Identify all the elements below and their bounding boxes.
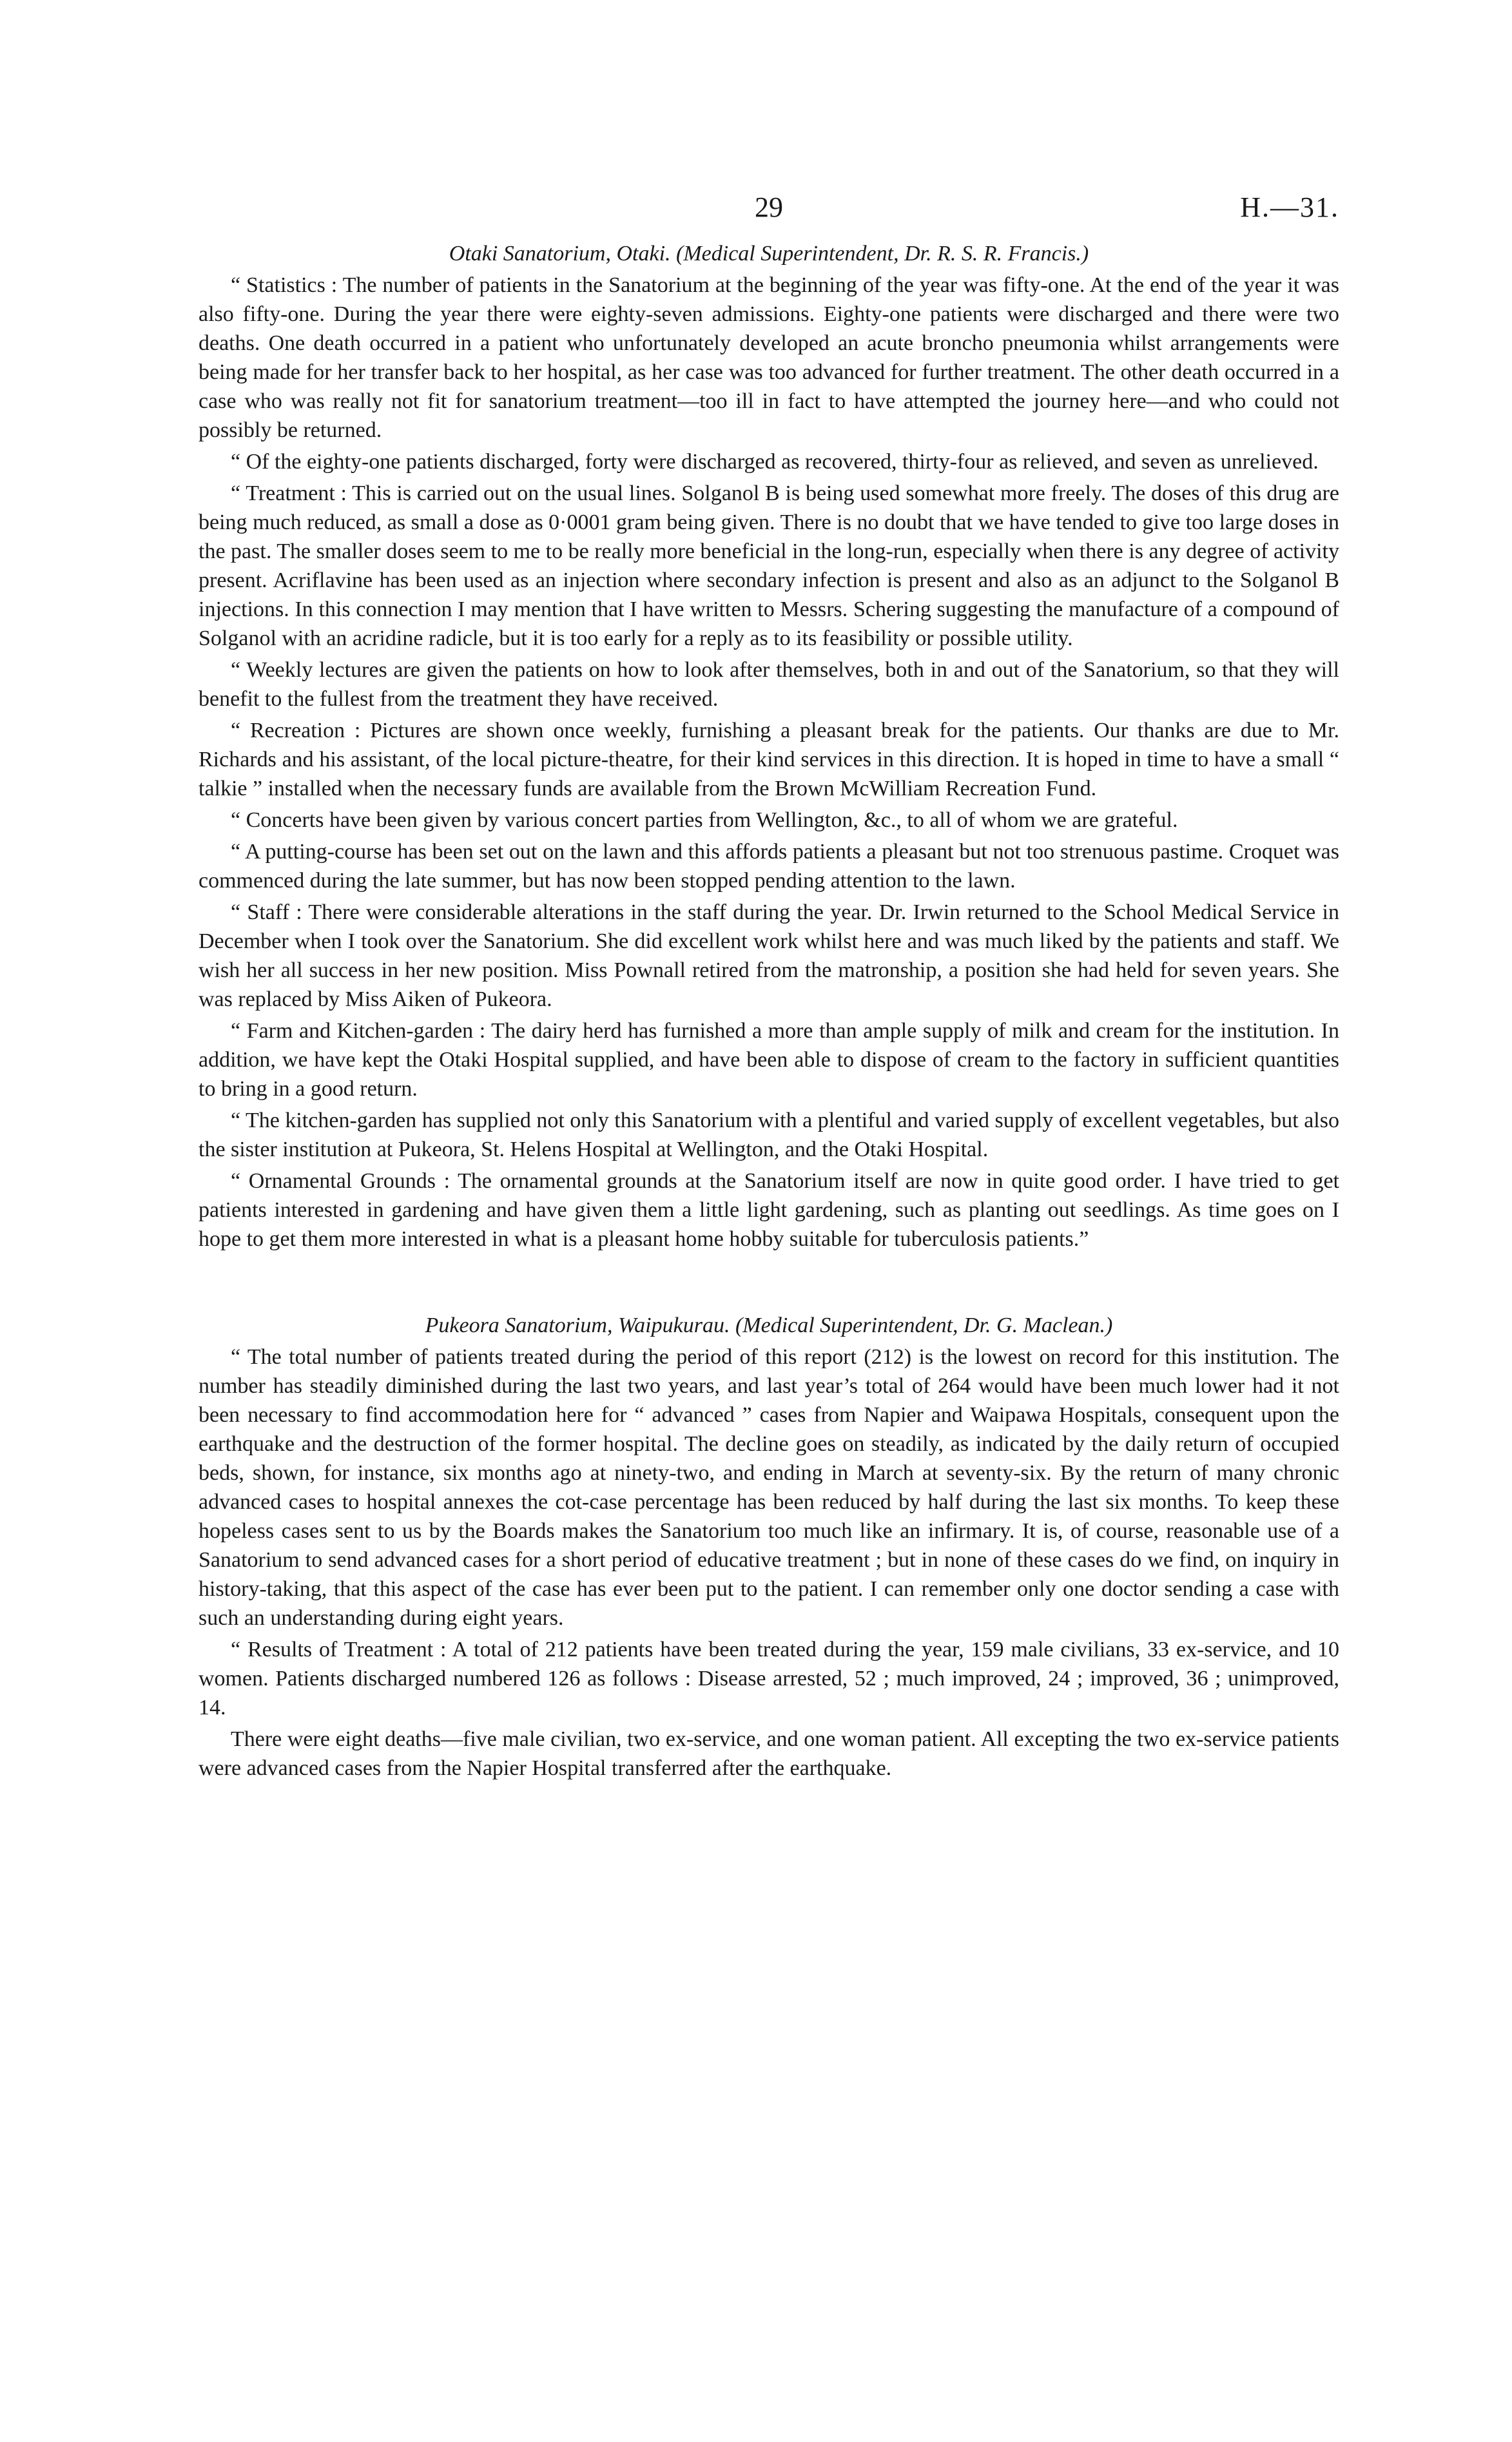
otaki-kitchen-garden-paragraph: “ The kitchen-garden has supplied not only this Sanatorium with a plentiful and varied supply of excellent vegetables, but also the sister institution at Pukeora, St. Helens Hospital at Wellington, and the Otaki Hospital. [199, 1109, 1339, 1161]
otaki-section [199, 240, 1339, 1254]
otaki-staff-paragraph: “ Staff : There were considerable alterations in the staff during the year. Dr. Irwin returned to the School Medical Service in December when I took over the Sanatorium. She did excellent work whilst here and was much liked by the patients and staff. We wish her all success in her new position. Miss Pownall retired from the matronship, a position she had held for seven years. She was replaced by Miss Aiken of Pukeora. [199, 900, 1339, 1011]
page-number: 29 [755, 191, 783, 223]
pukeora-total-paragraph: “ The total number of patients treated during the period of this report (212) is the lowest on record for this institution. The number has steadily diminished during the last two years, and last year’s total of 264 would have been much lower had it not been necessary to find accommodation here for “ advanced ” cases from Napier and Waipawa Hospitals, consequent upon the earthquake and the destruction of the former hospital. The decline goes on steadily, as indicated by the daily return of occupied beds, shown, for instance, six months ago at ninety-two, and ending in March at seventy-six. By the return of many chronic advanced cases to hospital annexes the cot-case percentage has been reduced by half during the last six months. To keep these hopeless cases sent to us by the Boards makes the Sanatorium too much like an infirmary. It is, of course, reasonable use of a Sanatorium to send advanced cases for a short period of educative treatment ; but in none of these cases do we find, on inquiry in history-taking, that this aspect of the case has ever been put to the patient. I can remember only one doctor sending a case with such an understanding during eight years. [199, 1345, 1339, 1630]
pukeora-deaths-paragraph: There were eight deaths—five male civilian, two ex-service, and one woman patient. All excepting the two ex-service patients were advanced cases from the Napier Hospital transferred after the earthquake. [199, 1727, 1339, 1780]
otaki-farm-paragraph: “ Farm and Kitchen-garden : The dairy herd has furnished a more than ample supply of milk and cream for the institution. In addition, we have kept the Otaki Hospital supplied, and have been able to dispose of cream to the factory in sufficient quantities to bring in a good return. [199, 1019, 1339, 1101]
page-header [199, 191, 1339, 229]
otaki-treatment-paragraph: “ Treatment : This is carried out on the usual lines. Solganol B is being used somewhat more freely. The doses of this drug are being much reduced, as small a dose as 0·0001 gram being given. There is no doubt that we have tended to give too large doses in the past. The smaller doses seem to me to be really more beneficial in the long-run, especially when there is any degree of activity present. Acriflavine has been used as an injection where secondary infection is present and also as an adjunct to the Solganol B injections. In this connection I may mention that I have written to Messrs. Schering suggesting the manufacture of a compound of Solganol with an acridine radicle, but it is too early for a reply as to its feasibility or possible utility. [199, 481, 1339, 650]
pukeora-section [199, 1312, 1339, 1783]
otaki-ornamental-grounds-paragraph: “ Ornamental Grounds : The ornamental grounds at the Sanatorium itself are now in quite good order. I have tried to get patients interested in gardening and have given them a little light gardening, such as planting out seedlings. As time goes on I hope to get them more interested in what is a pleasant home hobby suitable for tuberculosis patients.” [199, 1169, 1339, 1251]
document-reference: H.—31. [1240, 191, 1339, 223]
pukeora-results-paragraph: “ Results of Treatment : A total of 212 patients have been treated during the year, 159 male civilians, 33 ex-service, and 10 women. Patients discharged numbered 126 as follows : Disease arrested, 52 ; much improved, 24 ; improved, 36 ; unimproved, 14. [199, 1638, 1339, 1720]
pukeora-heading: Pukeora Sanatorium, Waipukurau. (Medical Superintendent, Dr. G. Maclean.) [425, 1313, 1113, 1337]
otaki-heading: Otaki Sanatorium, Otaki. (Medical Superintendent, Dr. R. S. R. Francis.) [449, 242, 1089, 266]
page-body [199, 240, 1339, 1785]
otaki-discharges-paragraph: “ Of the eighty-one patients discharged, forty were discharged as recovered, thirty-four as relieved, and seven as unrelieved. [231, 450, 1319, 474]
otaki-concerts-paragraph: “ Concerts have been given by various concert parties from Wellington, &c., to all of whom we are grateful. [231, 808, 1178, 832]
otaki-lectures-paragraph: “ Weekly lectures are given the patients on how to look after themselves, both in and out of the Sanatorium, so that they will benefit to the fullest from the treatment they have received. [199, 658, 1339, 711]
otaki-statistics-paragraph: “ Statistics : The number of patients in the Sanatorium at the beginning of the year was fifty-one. At the end of the year it was also fifty-one. During the year there were eighty-seven admissions. Eighty-one patients were discharged and there were two deaths. One death occurred in a patient who unfortunately developed an acute broncho pneumonia whilst arrangements were being made for her transfer back to her hospital, as her case was too advanced for further treatment. The other death occurred in a case who was really not fit for sanatorium treatment—too ill in fact to have attempted the journey here—and who could not possibly be returned. [199, 273, 1339, 442]
otaki-recreation-paragraph: “ Recreation : Pictures are shown once weekly, furnishing a pleasant break for the patients. Our thanks are due to Mr. Richards and his assistant, of the local picture-theatre, for their kind services in this direction. It is hoped in time to have a small “ talkie ” installed when the necessary funds are available from the Brown McWilliam Recreation Fund. [199, 719, 1339, 800]
otaki-putting-course-paragraph: “ A putting-course has been set out on the lawn and this affords patients a pleasant but not too strenuous pastime. Croquet was commenced during the late summer, but has now been stopped pending attention to the lawn. [199, 840, 1339, 893]
